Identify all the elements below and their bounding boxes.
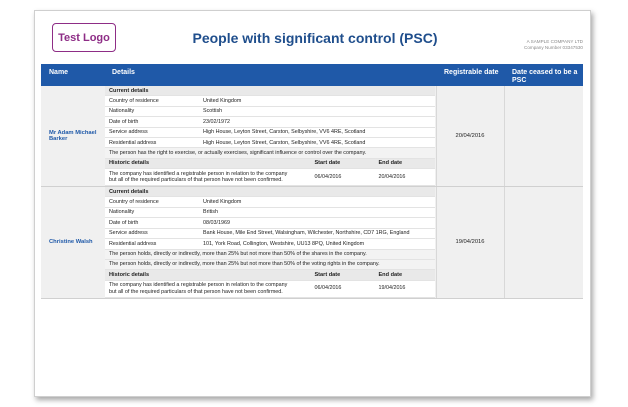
end-date-heading: End date xyxy=(374,158,434,168)
detail-label: Country of residence xyxy=(105,96,199,106)
detail-label: Country of residence xyxy=(105,197,199,207)
historic-start-date: 06/04/2016 xyxy=(310,169,374,186)
historic-end-date: 20/04/2016 xyxy=(374,169,434,186)
person-details xyxy=(104,86,436,187)
detail-label: Residential address xyxy=(105,138,199,148)
detail-label: Service address xyxy=(105,228,199,238)
control-statement: The person has the right to exercise, or actually exercises, significant influence or control over the company. xyxy=(105,148,435,158)
page-title: People with significant control (PSC) xyxy=(192,30,438,46)
detail-value: 101, York Road, Collington, Westshire, UU13 8PQ, United Kingdom xyxy=(199,239,435,249)
detail-label: Service address xyxy=(105,127,199,137)
table-row xyxy=(41,187,583,298)
column-header-details: Details xyxy=(104,64,436,86)
detail-label: Residential address xyxy=(105,239,199,249)
detail-value: High House, Leyton Street, Carston, Selbyshire, VV6 4RE, Scotland xyxy=(199,138,435,148)
control-statement: The person holds, directly or indirectly, more than 25% but not more than 50% of the shares in the company. xyxy=(105,249,435,259)
person-details xyxy=(104,187,436,298)
detail-label: Date of birth xyxy=(105,218,199,228)
company-name: A SAMPLE COMPANY LTD xyxy=(526,39,583,44)
historic-text: The company has identified a registrable person in relation to the company but all of the required particulars of that person have not been confirmed. xyxy=(105,169,310,186)
company-info xyxy=(524,39,583,50)
detail-value: United Kingdom xyxy=(199,197,435,207)
date-ceased xyxy=(504,86,583,187)
column-header-name: Name xyxy=(41,64,104,86)
detail-label: Nationality xyxy=(105,207,199,217)
detail-value: High House, Leyton Street, Carston, Selbyshire, VV6 4RE, Scotland xyxy=(199,127,435,137)
details-table xyxy=(105,187,435,297)
historic-details-heading: Historic details xyxy=(105,158,310,168)
detail-value: Bank House, Mile End Street, Walsingham, Wilchester, Northshire, CD7 1RG, England xyxy=(199,228,435,238)
historic-end-date: 19/04/2016 xyxy=(374,280,434,297)
column-header-date-ceased: Date ceased to be a PSC xyxy=(504,64,583,86)
details-table xyxy=(105,86,435,186)
company-number: Company Number 03347530 xyxy=(524,44,583,50)
company-logo: Test Logo xyxy=(52,23,116,52)
current-details-heading: Current details xyxy=(105,187,435,197)
start-date-heading: Start date xyxy=(310,270,374,280)
column-header-registrable-date: Registrable date xyxy=(436,64,504,86)
document-page xyxy=(34,10,591,397)
detail-value: 23/02/1972 xyxy=(199,117,435,127)
detail-value: British xyxy=(199,207,435,217)
current-details-heading: Current details xyxy=(105,86,435,96)
table-header-row xyxy=(41,64,583,86)
table-row xyxy=(41,86,583,187)
end-date-heading: End date xyxy=(374,270,434,280)
detail-value: Scottish xyxy=(199,106,435,116)
detail-label: Nationality xyxy=(105,106,199,116)
historic-text: The company has identified a registrable person in relation to the company but all of the required particulars of that person have not been confirmed. xyxy=(105,280,310,297)
detail-label: Date of birth xyxy=(105,117,199,127)
registrable-date: 20/04/2016 xyxy=(436,86,504,187)
start-date-heading: Start date xyxy=(310,158,374,168)
detail-value: 08/03/1969 xyxy=(199,218,435,228)
date-ceased xyxy=(504,187,583,298)
person-name: Mr Adam Michael Barker xyxy=(41,86,104,187)
historic-start-date: 06/04/2016 xyxy=(310,280,374,297)
historic-details-heading: Historic details xyxy=(105,270,310,280)
psc-table xyxy=(41,64,583,299)
control-statement: The person holds, directly or indirectly, more than 25% but not more than 50% of the voting rights in the company. xyxy=(105,259,435,269)
person-name: Christine Walsh xyxy=(41,187,104,298)
registrable-date: 19/04/2016 xyxy=(436,187,504,298)
detail-value: United Kingdom xyxy=(199,96,435,106)
